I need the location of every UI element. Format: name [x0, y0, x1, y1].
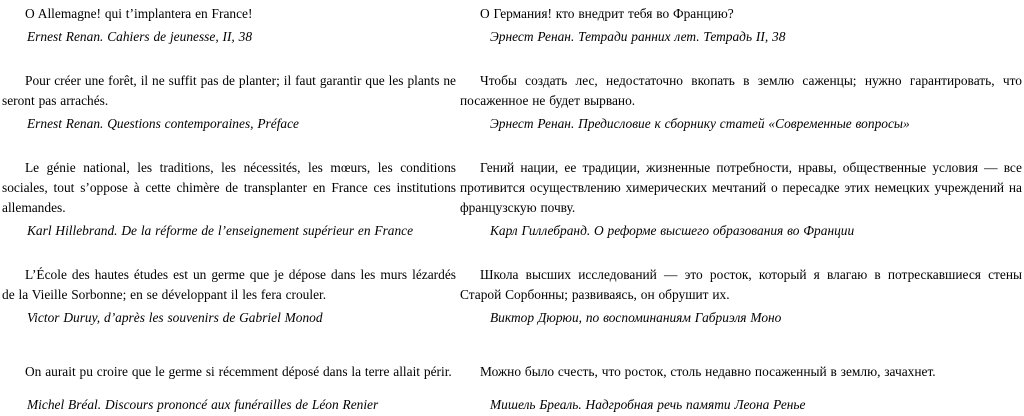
- attribution-row: [2, 27, 1020, 47]
- attribution-row: [2, 308, 1020, 328]
- attribution-ru: Мишель Бреаль. Надгробная речь памяти Леона Ренье: [490, 397, 806, 412]
- attribution-fr: Ernest Renan. Cahiers de jeunesse, II, 38: [27, 29, 253, 44]
- quote-fr: Le génie national, les traditions, les nécessités, les mœurs, les conditions sociales, tout s’oppose à cette chimère de transplanter en France ces institutions allemandes.: [2, 160, 456, 215]
- attribution-ru: Карл Гиллебранд. О реформе высшего образования во Франции: [490, 223, 855, 238]
- quote-row: [2, 158, 1020, 218]
- attribution-ru: Эрнест Ренан. Тетради ранних лет. Тетрадь II, 38: [490, 29, 786, 44]
- quote-ru: Чтобы создать лес, недостаточно вкопать в землю саженцы; нужно гарантировать, что посаженное не будет вырвано.: [460, 73, 1022, 108]
- quote-ru: Можно было счесть, что росток, столь недавно посаженный в землю, зачахнет.: [480, 364, 936, 379]
- attribution-fr: Karl Hillebrand. De la réforme de l’enseignement supérieur en France: [27, 223, 414, 238]
- attribution-fr: Michel Bréal. Discours prononcé aux funérailles de Léon Renier: [27, 397, 379, 412]
- attribution-fr: Victor Duruy, d’après les souvenirs de Gabriel Monod: [27, 310, 323, 325]
- quote-ru: О Германия! кто внедрит тебя во Францию?: [480, 6, 734, 21]
- quote-fr: Pour créer une forêt, il ne suffit pas de planter; il faut garantir que les plants ne seront pas arrachés.: [2, 73, 456, 108]
- quote-row: [2, 4, 1020, 24]
- attribution-row: [2, 395, 1020, 415]
- quote-row: [2, 352, 1020, 392]
- quote-fr: On aurait pu croire que le germe si récemment déposé dans la terre allait périr.: [25, 364, 452, 379]
- quote-ru: Гений нации, ее традиции, жизненные потребности, нравы, общественные условия — все противится осуществлению химерических мечтаний о пересадке этих немецких учреждений на французскую почву.: [460, 160, 1022, 215]
- quote-row: [2, 265, 1020, 305]
- attribution-row: [2, 114, 1020, 134]
- quote-fr: O Allemagne! qui t’implantera en France!: [25, 6, 253, 21]
- quote-row: [2, 71, 1020, 111]
- quote-fr: L’École des hautes études est un germe que je dépose dans les murs lézardés de la Vieille Sorbonne; en se développant il les fera crouler.: [2, 267, 456, 302]
- attribution-row: [2, 221, 1020, 241]
- quote-ru: Школа высших исследований — это росток, который я влагаю в потрескавшиеся стены Старой Сорбонны; развиваясь, он обрушит их.: [460, 267, 1022, 302]
- attribution-fr: Ernest Renan. Questions contemporaines, Préface: [27, 116, 299, 131]
- attribution-ru: Эрнест Ренан. Предисловие к сборнику статей «Современные вопросы»: [490, 116, 910, 131]
- attribution-ru: Виктор Дюрюи, по воспоминаниям Габриэля Моно: [490, 310, 782, 325]
